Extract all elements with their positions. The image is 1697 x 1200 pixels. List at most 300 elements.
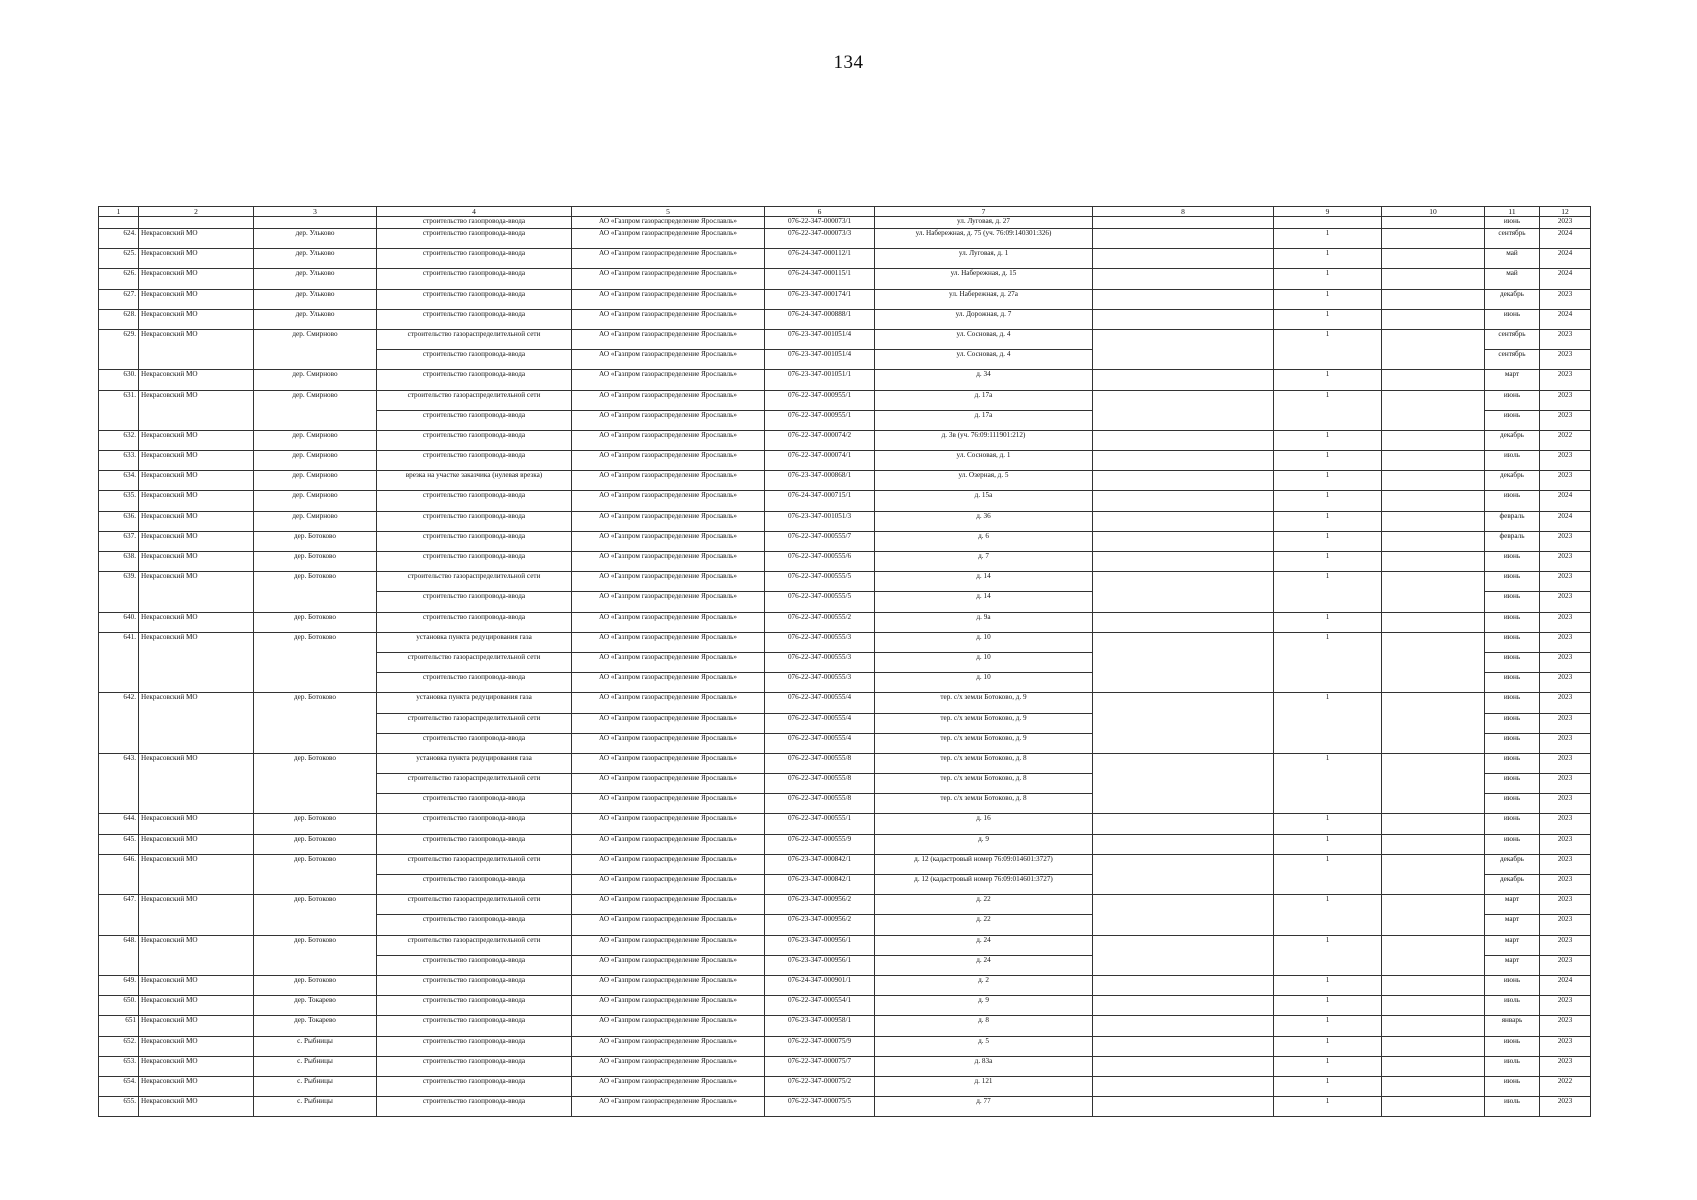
work-type-cell: строительство газопровода-ввода [377,1056,572,1076]
row-number-cell [99,875,139,895]
year-cell: 2023 [1540,834,1591,854]
municipality-cell: Некрасовский МО [139,612,254,632]
address-cell: д. 10 [875,673,1093,693]
address-cell: д. 10 [875,652,1093,672]
row-number-cell: 630. [99,370,139,390]
row-number-cell: 636. [99,511,139,531]
quantity-cell [1274,217,1382,229]
column-10-cell [1382,309,1485,329]
work-type-cell: установка пункта редуцирования газа [377,693,572,713]
municipality-cell: Некрасовский МО [139,451,254,471]
quantity-cell: 1 [1274,309,1382,329]
column-10-cell [1382,975,1485,995]
table-row [99,895,1591,915]
quantity-cell: 1 [1274,471,1382,491]
month-cell: сентябрь [1485,229,1540,249]
application-code-cell: 076-22-347-000555/4 [765,693,875,713]
municipality-cell: Некрасовский МО [139,572,254,592]
locality-cell: дер. Ботоково [254,632,377,652]
column-10-cell [1382,854,1485,874]
column-8-cell [1093,713,1274,733]
organization-cell: АО «Газпром газораспределение Ярославль» [572,572,765,592]
organization-cell: АО «Газпром газораспределение Ярославль» [572,854,765,874]
row-number-cell: 635. [99,491,139,511]
application-code-cell: 076-22-347-000073/3 [765,229,875,249]
month-cell: июль [1485,1056,1540,1076]
year-cell: 2022 [1540,430,1591,450]
table-row [99,996,1591,1016]
month-cell: июнь [1485,673,1540,693]
municipality-cell: Некрасовский МО [139,895,254,915]
column-number: 11 [1485,207,1540,217]
work-type-cell: строительство газораспределительной сети [377,895,572,915]
column-8-cell [1093,612,1274,632]
month-cell: сентябрь [1485,329,1540,349]
row-number-cell: 628. [99,309,139,329]
column-10-cell [1382,430,1485,450]
work-type-cell: строительство газопровода-ввода [377,289,572,309]
application-code-cell: 076-23-347-001051/4 [765,329,875,349]
application-code-cell: 076-22-347-000074/1 [765,451,875,471]
column-8-cell [1093,289,1274,309]
column-10-cell [1382,370,1485,390]
municipality-cell: Некрасовский МО [139,975,254,995]
application-code-cell: 076-23-347-000174/1 [765,289,875,309]
year-cell: 2024 [1540,975,1591,995]
locality-cell [254,217,377,229]
column-10-cell [1382,229,1485,249]
row-number-cell [99,673,139,693]
organization-cell: АО «Газпром газораспределение Ярославль» [572,673,765,693]
organization-cell: АО «Газпром газораспределение Ярославль» [572,531,765,551]
municipality-cell [139,774,254,794]
works-table [98,206,1591,1117]
column-10-cell [1382,955,1485,975]
locality-cell: дер. Ботоково [254,935,377,955]
table-row [99,410,1591,430]
column-10-cell [1382,350,1485,370]
row-number-cell: 638. [99,552,139,572]
quantity-cell: 1 [1274,451,1382,471]
year-cell: 2023 [1540,875,1591,895]
table-row [99,229,1591,249]
column-8-cell [1093,895,1274,915]
organization-cell: АО «Газпром газораспределение Ярославль» [572,915,765,935]
municipality-cell: Некрасовский МО [139,249,254,269]
table-row [99,531,1591,551]
quantity-cell: 1 [1274,491,1382,511]
quantity-cell: 1 [1274,935,1382,955]
locality-cell: дер. Смирново [254,370,377,390]
municipality-cell: Некрасовский МО [139,1097,254,1117]
column-8-cell [1093,652,1274,672]
organization-cell: АО «Газпром газораспределение Ярославль» [572,774,765,794]
column-8-cell [1093,1016,1274,1036]
address-cell: тер. с/х земли Ботоково, д. 9 [875,733,1093,753]
column-10-cell [1382,531,1485,551]
month-cell: декабрь [1485,875,1540,895]
quantity-cell: 1 [1274,1097,1382,1117]
quantity-cell: 1 [1274,1016,1382,1036]
organization-cell: АО «Газпром газораспределение Ярославль» [572,511,765,531]
year-cell: 2023 [1540,753,1591,773]
application-code-cell: 076-23-347-000956/2 [765,895,875,915]
column-8-cell [1093,471,1274,491]
column-8-cell [1093,1056,1274,1076]
month-cell: июнь [1485,491,1540,511]
municipality-cell [139,875,254,895]
row-number-cell: 625. [99,249,139,269]
locality-cell [254,410,377,430]
work-type-cell: строительство газопровода-ввода [377,249,572,269]
column-8-cell [1093,1076,1274,1096]
table-row [99,289,1591,309]
column-8-cell [1093,794,1274,814]
organization-cell: АО «Газпром газораспределение Ярославль» [572,289,765,309]
municipality-cell: Некрасовский МО [139,390,254,410]
work-type-cell: строительство газопровода-ввода [377,955,572,975]
column-10-cell [1382,491,1485,511]
year-cell: 2024 [1540,269,1591,289]
table-row [99,269,1591,289]
organization-cell: АО «Газпром газораспределение Ярославль» [572,895,765,915]
column-10-cell [1382,875,1485,895]
month-cell: март [1485,895,1540,915]
organization-cell: АО «Газпром газораспределение Ярославль» [572,753,765,773]
address-cell: д. 22 [875,915,1093,935]
month-cell: июнь [1485,309,1540,329]
address-cell: ул. Набережная, д. 75 (уч. 76:09:140301:326) [875,229,1093,249]
month-cell: июнь [1485,390,1540,410]
column-10-cell [1382,471,1485,491]
year-cell: 2023 [1540,552,1591,572]
organization-cell: АО «Газпром газораспределение Ярославль» [572,1097,765,1117]
column-10-cell [1382,632,1485,652]
column-10-cell [1382,329,1485,349]
address-cell: ул. Набережная, д. 27а [875,289,1093,309]
table-row [99,915,1591,935]
column-10-cell [1382,814,1485,834]
year-cell: 2023 [1540,713,1591,733]
work-type-cell: строительство газопровода-ввода [377,217,572,229]
column-number: 1 [99,207,139,217]
application-code-cell: 076-24-347-000901/1 [765,975,875,995]
quantity-cell [1274,733,1382,753]
column-10-cell [1382,289,1485,309]
address-cell: д. 24 [875,955,1093,975]
address-cell: ул. Сосновая, д. 1 [875,451,1093,471]
column-number-row [99,207,1591,217]
application-code-cell: 076-22-347-000955/1 [765,410,875,430]
organization-cell: АО «Газпром газораспределение Ярославль» [572,552,765,572]
table-row [99,834,1591,854]
table-row [99,309,1591,329]
address-cell: д. 14 [875,572,1093,592]
quantity-cell [1274,794,1382,814]
organization-cell: АО «Газпром газораспределение Ярославль» [572,632,765,652]
address-cell: д. 6 [875,531,1093,551]
organization-cell: АО «Газпром газораспределение Ярославль» [572,1076,765,1096]
organization-cell: АО «Газпром газораспределение Ярославль» [572,410,765,430]
month-cell: март [1485,955,1540,975]
locality-cell: дер. Ботоково [254,693,377,713]
month-cell: июнь [1485,975,1540,995]
municipality-cell: Некрасовский МО [139,531,254,551]
address-cell: д. 24 [875,935,1093,955]
application-code-cell: 076-22-347-000555/9 [765,834,875,854]
organization-cell: АО «Газпром газораспределение Ярославль» [572,491,765,511]
year-cell: 2023 [1540,350,1591,370]
locality-cell [254,774,377,794]
work-type-cell: строительство газораспределительной сети [377,390,572,410]
quantity-cell: 1 [1274,269,1382,289]
quantity-cell: 1 [1274,975,1382,995]
organization-cell: АО «Газпром газораспределение Ярославль» [572,814,765,834]
application-code-cell: 076-24-347-000112/1 [765,249,875,269]
table-row [99,329,1591,349]
municipality-cell: Некрасовский МО [139,329,254,349]
application-code-cell: 076-22-347-000555/2 [765,612,875,632]
row-number-cell [99,774,139,794]
month-cell: июль [1485,996,1540,1016]
year-cell: 2024 [1540,511,1591,531]
column-number: 12 [1540,207,1591,217]
municipality-cell [139,410,254,430]
organization-cell: АО «Газпром газораспределение Ярославль» [572,612,765,632]
year-cell: 2023 [1540,733,1591,753]
work-type-cell: строительство газопровода-ввода [377,309,572,329]
table-row [99,774,1591,794]
address-cell: тер. с/х земли Ботоково, д. 9 [875,693,1093,713]
quantity-cell [1274,410,1382,430]
locality-cell: дер. Ульково [254,309,377,329]
work-type-cell: установка пункта редуцирования газа [377,632,572,652]
organization-cell: АО «Газпром газораспределение Ярославль» [572,451,765,471]
row-number-cell: 646. [99,854,139,874]
column-number: 10 [1382,207,1485,217]
quantity-cell: 1 [1274,632,1382,652]
year-cell: 2023 [1540,1036,1591,1056]
column-10-cell [1382,249,1485,269]
municipality-cell: Некрасовский МО [139,1016,254,1036]
year-cell: 2023 [1540,693,1591,713]
work-type-cell: строительство газопровода-ввода [377,451,572,471]
municipality-cell [139,673,254,693]
row-number-cell [99,652,139,672]
work-type-cell: строительство газораспределительной сети [377,572,572,592]
address-cell: д. 3в (уч. 76:09:111901:212) [875,430,1093,450]
column-8-cell [1093,531,1274,551]
row-number-cell: 626. [99,269,139,289]
table-row [99,713,1591,733]
work-type-cell: строительство газопровода-ввода [377,875,572,895]
month-cell: март [1485,915,1540,935]
work-type-cell: строительство газопровода-ввода [377,511,572,531]
work-type-cell: строительство газопровода-ввода [377,592,572,612]
organization-cell: АО «Газпром газораспределение Ярославль» [572,955,765,975]
row-number-cell: 632. [99,430,139,450]
column-10-cell [1382,451,1485,471]
quantity-cell: 1 [1274,531,1382,551]
row-number-cell: 651 [99,1016,139,1036]
table-row [99,854,1591,874]
column-10-cell [1382,774,1485,794]
column-10-cell [1382,217,1485,229]
application-code-cell: 076-22-347-000555/1 [765,814,875,834]
row-number-cell: 641. [99,632,139,652]
column-number: 7 [875,207,1093,217]
column-10-cell [1382,996,1485,1016]
row-number-cell: 643. [99,753,139,773]
application-code-cell: 076-22-347-000555/8 [765,774,875,794]
column-8-cell [1093,975,1274,995]
year-cell: 2024 [1540,491,1591,511]
month-cell: июнь [1485,834,1540,854]
year-cell: 2023 [1540,1056,1591,1076]
quantity-cell: 1 [1274,370,1382,390]
row-number-cell: 644. [99,814,139,834]
quantity-cell [1274,955,1382,975]
month-cell: июнь [1485,592,1540,612]
address-cell: д. 5 [875,1036,1093,1056]
address-cell: д. 12 (кадастровый номер 76:09:014601:3727) [875,854,1093,874]
address-cell: д. 121 [875,1076,1093,1096]
row-number-cell: 627. [99,289,139,309]
quantity-cell: 1 [1274,1036,1382,1056]
address-cell: д. 36 [875,511,1093,531]
month-cell: июнь [1485,572,1540,592]
municipality-cell [139,733,254,753]
month-cell: июнь [1485,1036,1540,1056]
table-row [99,451,1591,471]
quantity-cell: 1 [1274,854,1382,874]
column-8-cell [1093,269,1274,289]
table-row [99,249,1591,269]
application-code-cell: 076-22-347-000555/5 [765,592,875,612]
locality-cell [254,592,377,612]
quantity-cell [1274,713,1382,733]
application-code-cell: 076-22-347-000554/1 [765,996,875,1016]
column-8-cell [1093,955,1274,975]
year-cell: 2024 [1540,249,1591,269]
address-cell: д. 7 [875,552,1093,572]
column-8-cell [1093,410,1274,430]
month-cell: июнь [1485,632,1540,652]
work-type-cell: строительство газопровода-ввода [377,531,572,551]
address-cell: д. 8 [875,1016,1093,1036]
application-code-cell: 076-22-347-000075/5 [765,1097,875,1117]
table-row [99,733,1591,753]
column-8-cell [1093,350,1274,370]
locality-cell: дер. Ульково [254,289,377,309]
municipality-cell: Некрасовский МО [139,552,254,572]
quantity-cell: 1 [1274,430,1382,450]
address-cell: ул. Сосновая, д. 4 [875,350,1093,370]
table-row [99,693,1591,713]
row-number-cell: 640. [99,612,139,632]
table-row [99,753,1591,773]
municipality-cell: Некрасовский МО [139,430,254,450]
work-type-cell: строительство газораспределительной сети [377,774,572,794]
locality-cell: дер. Ботоково [254,552,377,572]
organization-cell: АО «Газпром газораспределение Ярославль» [572,309,765,329]
column-8-cell [1093,753,1274,773]
work-type-cell: строительство газопровода-ввода [377,229,572,249]
column-10-cell [1382,673,1485,693]
table-row [99,814,1591,834]
organization-cell: АО «Газпром газораспределение Ярославль» [572,794,765,814]
column-8-cell [1093,430,1274,450]
municipality-cell: Некрасовский МО [139,935,254,955]
column-number: 6 [765,207,875,217]
address-cell: д. 16 [875,814,1093,834]
work-type-cell: строительство газопровода-ввода [377,350,572,370]
column-10-cell [1382,693,1485,713]
table-row [99,673,1591,693]
address-cell: ул. Сосновая, д. 4 [875,329,1093,349]
column-8-cell [1093,854,1274,874]
address-cell: тер. с/х земли Ботоково, д. 8 [875,794,1093,814]
year-cell: 2023 [1540,955,1591,975]
municipality-cell [139,713,254,733]
work-type-cell: строительство газопровода-ввода [377,491,572,511]
year-cell: 2022 [1540,1076,1591,1096]
address-cell: д. 17а [875,390,1093,410]
application-code-cell: 076-24-347-000888/1 [765,309,875,329]
organization-cell: АО «Газпром газораспределение Ярославль» [572,350,765,370]
application-code-cell: 076-24-347-000715/1 [765,491,875,511]
row-number-cell: 654. [99,1076,139,1096]
quantity-cell [1274,915,1382,935]
locality-cell [254,713,377,733]
organization-cell: АО «Газпром газораспределение Ярославль» [572,430,765,450]
address-cell: д. 9 [875,834,1093,854]
municipality-cell: Некрасовский МО [139,632,254,652]
organization-cell: АО «Газпром газораспределение Ярославль» [572,713,765,733]
column-10-cell [1382,572,1485,592]
quantity-cell: 1 [1274,814,1382,834]
application-code-cell: 076-22-347-000555/3 [765,652,875,672]
month-cell: январь [1485,1016,1540,1036]
quantity-cell [1274,774,1382,794]
address-cell: д. 12 (кадастровый номер 76:09:014601:3727) [875,875,1093,895]
locality-cell: дер. Ботоково [254,975,377,995]
quantity-cell: 1 [1274,834,1382,854]
row-number-cell: 639. [99,572,139,592]
row-number-cell: 637. [99,531,139,551]
month-cell: декабрь [1485,430,1540,450]
table-row [99,491,1591,511]
locality-cell [254,350,377,370]
locality-cell [254,733,377,753]
application-code-cell: 076-22-347-000555/4 [765,733,875,753]
table-row [99,390,1591,410]
work-type-cell: строительство газораспределительной сети [377,935,572,955]
month-cell: июнь [1485,552,1540,572]
application-code-cell: 076-23-347-000956/1 [765,935,875,955]
table-row [99,350,1591,370]
locality-cell: дер. Ботоково [254,753,377,773]
organization-cell: АО «Газпром газораспределение Ярославль» [572,834,765,854]
work-type-cell: строительство газопровода-ввода [377,430,572,450]
municipality-cell: Некрасовский МО [139,1056,254,1076]
column-8-cell [1093,592,1274,612]
organization-cell: АО «Газпром газораспределение Ярославль» [572,1016,765,1036]
column-number: 8 [1093,207,1274,217]
row-number-cell: 631. [99,390,139,410]
row-number-cell: 648. [99,935,139,955]
locality-cell: дер. Ульково [254,269,377,289]
